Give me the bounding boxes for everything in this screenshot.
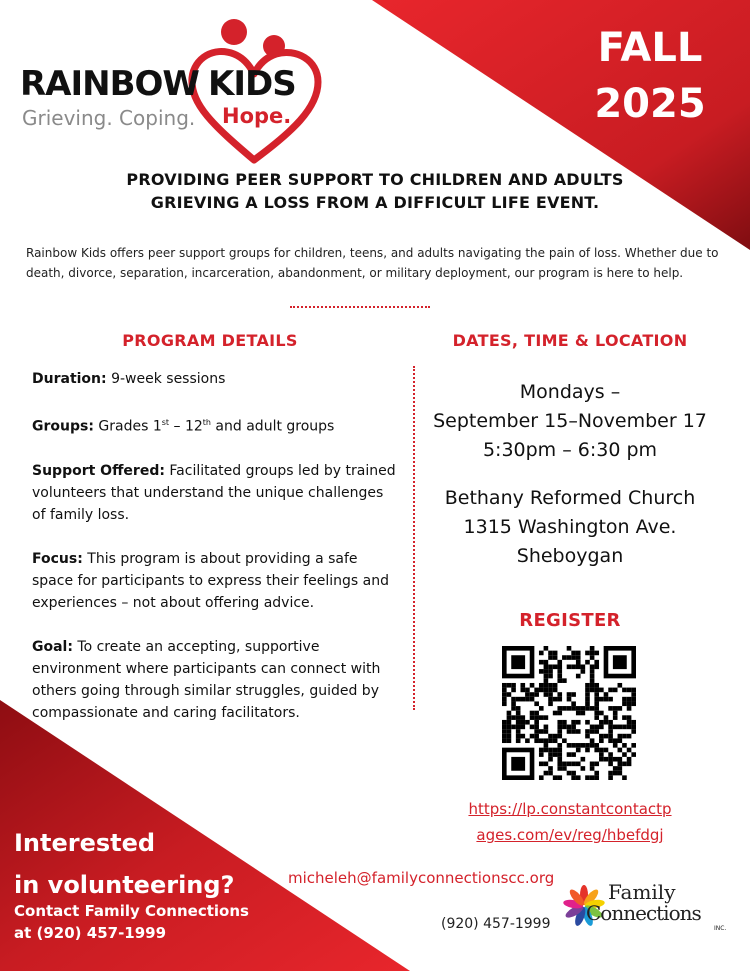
groups-superscript-1: st [161,418,170,427]
schedule-heading: DATES, TIME & LOCATION [452,331,688,350]
groups-item [32,412,398,438]
goal-label: Goal: [32,638,73,655]
schedule-dates [430,378,710,465]
headline [60,168,690,214]
program-details [32,368,398,746]
contact-email[interactable]: micheleh@familyconnectionscc.org [288,869,555,887]
program-details-heading: PROGRAM DETAILS [122,331,298,350]
partner-name-line-1: Family [608,880,676,904]
focus-text: This program is about providing a safe space for participants to express their feelings and experiences – not about offering advice. [32,550,389,611]
qr-code-icon[interactable] [502,646,636,780]
brand-tagline: Grieving. Coping. [22,106,196,130]
contact-phone: (920) 457-1999 [441,916,551,932]
goal-item [32,636,398,724]
focus-label: Focus: [32,550,83,567]
volunteer-contact [14,900,249,944]
duration-label: Duration: [32,371,107,387]
support-item [32,460,398,526]
headline-line-1: PROVIDING PEER SUPPORT TO CHILDREN AND ADULTS [126,170,624,189]
schedule-time: 5:30pm – 6:30 pm [482,439,658,461]
schedule-date-range: September 15–November 17 [433,410,707,432]
groups-text-start: Grades 1 [93,418,162,435]
season-label [560,20,740,132]
venue-city: Sheboygan [516,545,624,567]
groups-label: Groups: [32,418,94,435]
intro-paragraph: Rainbow Kids offers peer support groups for children, teens, and adults navigating the pain of loss. Whether due to death, divorce, separation, incarceration, abandonment, or military deployment, our program is here to help. [26,246,719,280]
goal-text: To create an accepting, supportive environment where participants can connect with others going through similar struggles, guided by compassionate and caring facilitators. [32,638,381,721]
volunteer-heading-line-2: in volunteering? [14,871,235,899]
season-year: 2025 [594,81,706,127]
season-name: FALL [597,25,703,71]
schedule-location [430,484,710,571]
brand-name-left: RAINBOW [20,64,199,104]
volunteer-heading [14,822,234,906]
volunteer-contact-line-2: at (920) 457-1999 [14,924,167,942]
volunteer-heading-line-1: Interested [14,829,156,857]
groups-text-end: and adult groups [210,418,335,435]
partner-name-suffix: INC. [714,925,727,932]
groups-superscript-2: th [202,418,211,427]
duration-item [32,368,398,390]
focus-item [32,548,398,614]
venue-name: Bethany Reformed Church [444,487,696,509]
groups-text-mid: – 12 [169,418,203,435]
support-text: Facilitated groups led by trained volunteers that understand the unique challenges of family loss. [32,462,396,523]
duration-text: 9-week sessions [106,371,226,387]
dotted-divider [290,306,430,308]
registration-link-line-2[interactable]: ages.com/ev/reg/hbefdgj [476,826,664,844]
schedule-day: Mondays – [519,381,621,403]
headline-line-2: GRIEVING A LOSS FROM A DIFFICULT LIFE EVENT. [150,193,600,212]
support-label: Support Offered: [32,462,165,479]
registration-link[interactable] [440,796,700,848]
registration-link-line-1[interactable]: https://lp.constantcontactp [468,800,672,818]
partner-name-line-2: Connections [586,901,701,925]
venue-address: 1315 Washington Ave. [463,516,677,538]
volunteer-contact-line-1: Contact Family Connections [14,902,249,920]
brand-name-right: KIDS [208,64,296,104]
register-heading: REGISTER [519,610,621,631]
column-divider [413,366,415,710]
brand-tagline-hope: Hope. [222,104,292,128]
